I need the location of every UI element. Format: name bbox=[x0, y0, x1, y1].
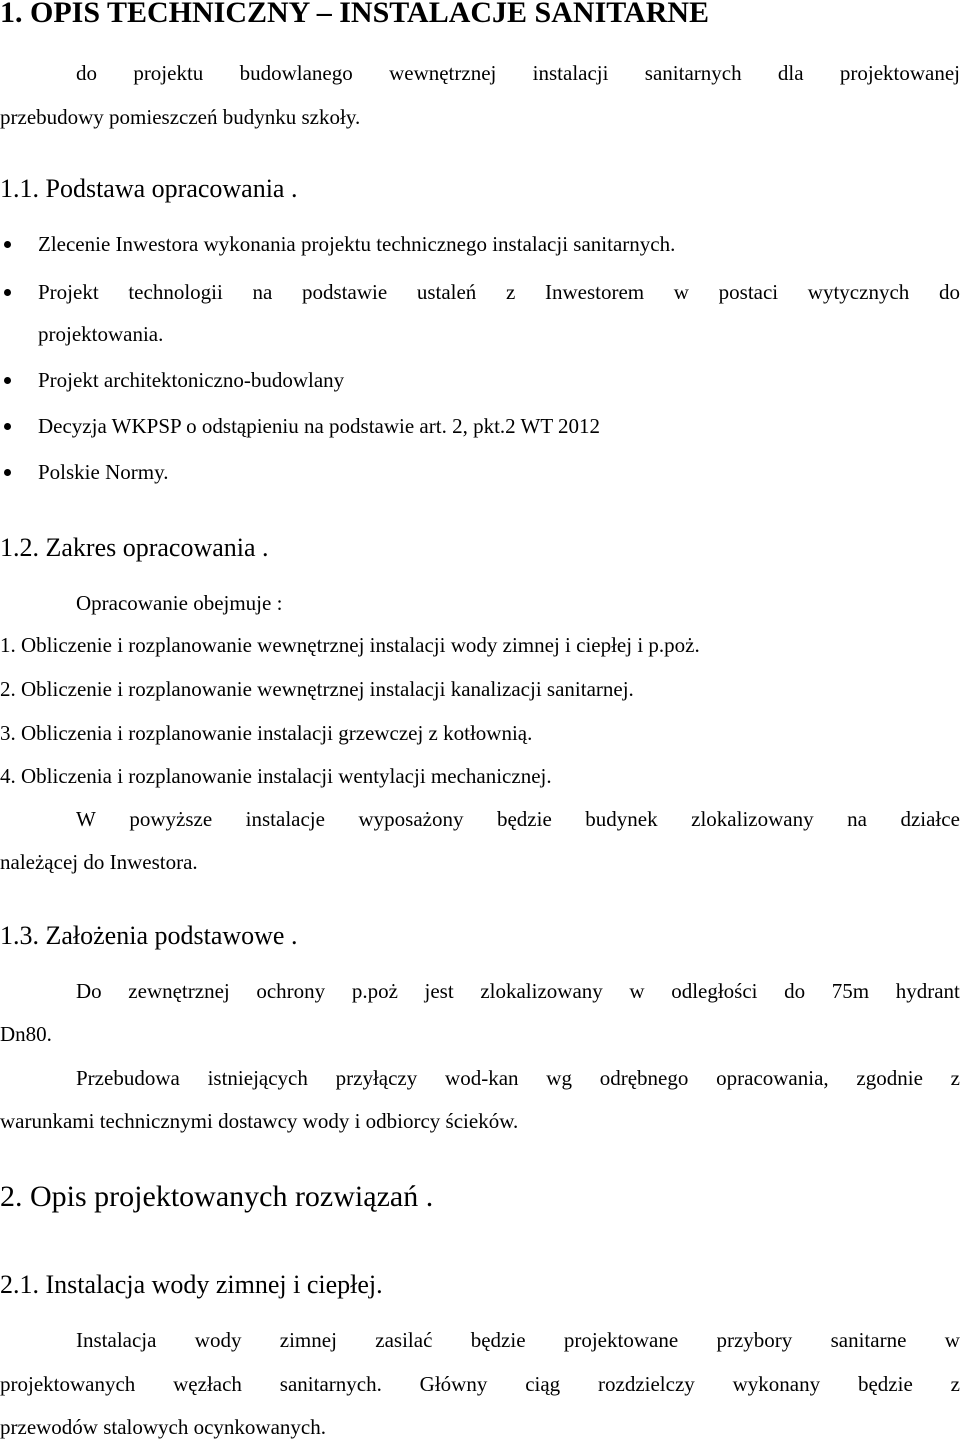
word: opracowania, bbox=[716, 1066, 829, 1090]
word: sanitarnych. bbox=[279, 1372, 382, 1396]
scope-item-4: 4. Obliczenia i rozplanowanie instalacji wentylacji mechanicznej. bbox=[0, 764, 552, 788]
section-2-1-heading: 2.1. Instalacja wody zimnej i ciepłej. bbox=[0, 1270, 383, 1299]
section-1-2-heading: 1.2. Zakres opracowania . bbox=[0, 533, 269, 562]
word: wod-kan bbox=[445, 1066, 519, 1090]
assumptions-p2-line-2: warunkami technicznymi dostawcy wody i odbiorcy ścieków. bbox=[0, 1109, 519, 1133]
word: zewnętrznej bbox=[128, 979, 230, 1003]
word: zlokalizowany bbox=[480, 979, 603, 1003]
word: ochrony bbox=[256, 979, 326, 1003]
word: wyposażony bbox=[358, 807, 464, 831]
word: z bbox=[950, 1066, 960, 1090]
word: na bbox=[252, 280, 273, 304]
bullet-dot bbox=[4, 377, 11, 384]
word: węzłach bbox=[173, 1372, 242, 1396]
intro-line-2: przebudowy pomieszczeń budynku szkoły. bbox=[0, 105, 361, 129]
word: technologii bbox=[128, 280, 223, 304]
word: W bbox=[76, 807, 96, 831]
bullet-dot bbox=[4, 469, 11, 476]
word: do bbox=[76, 61, 97, 85]
word: w bbox=[629, 979, 645, 1003]
word: powyższe bbox=[129, 807, 213, 831]
word: sanitarnych bbox=[644, 61, 742, 85]
bullet-dot bbox=[4, 423, 11, 430]
word: odległości bbox=[671, 979, 758, 1003]
basis-item-1: Zlecenie Inwestora wykonania projektu technicznego instalacji sanitarnych. bbox=[38, 232, 676, 256]
intro-line-1 bbox=[76, 60, 960, 86]
word: wody bbox=[194, 1328, 242, 1352]
word: postaci bbox=[718, 280, 779, 304]
water-paragraph-line-2 bbox=[0, 1371, 960, 1397]
word: w bbox=[673, 280, 689, 304]
section-1-3-heading: 1.3. Założenia podstawowe . bbox=[0, 921, 298, 950]
word: 75m bbox=[831, 979, 870, 1003]
word: budynek bbox=[585, 807, 658, 831]
word: przybory bbox=[716, 1328, 793, 1352]
word: projektowanych bbox=[0, 1372, 136, 1396]
scope-intro: Opracowanie obejmuje : bbox=[76, 591, 283, 615]
basis-item-3: Projekt architektoniczno-budowlany bbox=[38, 368, 345, 392]
assumptions-p1-line-1 bbox=[76, 978, 960, 1004]
word: działce bbox=[900, 807, 960, 831]
word: zlokalizowany bbox=[691, 807, 814, 831]
word: wewnętrznej bbox=[389, 61, 497, 85]
word: hydrant bbox=[895, 979, 960, 1003]
assumptions-p2-line-1 bbox=[76, 1065, 960, 1091]
word: projektowanej bbox=[839, 61, 960, 85]
assumptions-p1-line-2: Dn80. bbox=[0, 1022, 52, 1046]
word: zgodnie bbox=[856, 1066, 923, 1090]
basis-item-2-continued: projektowania. bbox=[38, 322, 164, 346]
basis-item-4: Decyzja WKPSP o odstąpieniu na podstawie art. 2, pkt.2 WT 2012 bbox=[38, 414, 601, 438]
word: będzie bbox=[470, 1328, 526, 1352]
word: wg bbox=[546, 1066, 572, 1090]
word: wytycznych bbox=[807, 280, 910, 304]
word: będzie bbox=[857, 1372, 913, 1396]
scope-item-1: 1. Obliczenie i rozplanowanie wewnętrznej instalacji wody zimnej i ciepłej i p.poż. bbox=[0, 633, 700, 657]
word: Inwestorem bbox=[544, 280, 645, 304]
basis-item-5: Polskie Normy. bbox=[38, 460, 169, 484]
word: p.poż bbox=[351, 979, 398, 1003]
scope-item-3: 3. Obliczenia i rozplanowanie instalacji grzewczej z kotłownią. bbox=[0, 721, 533, 745]
word: będzie bbox=[496, 807, 552, 831]
word: z bbox=[505, 280, 516, 304]
word: jest bbox=[424, 979, 454, 1003]
word: budowlanego bbox=[239, 61, 353, 85]
section-2-heading: 2. Opis projektowanych rozwiązań . bbox=[0, 1180, 434, 1213]
word: przyłączy bbox=[335, 1066, 418, 1090]
water-paragraph-line-1 bbox=[76, 1327, 960, 1353]
word: do bbox=[938, 280, 960, 304]
scope-paragraph-line-1 bbox=[76, 806, 960, 832]
word: w bbox=[944, 1328, 960, 1352]
word: wykonany bbox=[732, 1372, 821, 1396]
word: projektu bbox=[133, 61, 204, 85]
word: rozdzielczy bbox=[598, 1372, 695, 1396]
bullet-dot bbox=[4, 289, 11, 296]
word: istniejących bbox=[207, 1066, 308, 1090]
word: na bbox=[847, 807, 867, 831]
word: odrębnego bbox=[599, 1066, 689, 1090]
word: zimnej bbox=[279, 1328, 337, 1352]
word: sanitarne bbox=[830, 1328, 907, 1352]
scope-paragraph-line-2: należącej do Inwestora. bbox=[0, 850, 198, 874]
section-1-1-heading: 1.1. Podstawa opracowania . bbox=[0, 174, 298, 203]
word: Przebudowa bbox=[76, 1066, 180, 1090]
word: ciąg bbox=[525, 1372, 561, 1396]
word: instalacje bbox=[245, 807, 325, 831]
word: dla bbox=[777, 61, 804, 85]
scope-item-2: 2. Obliczenie i rozplanowanie wewnętrznej instalacji kanalizacji sanitarnej. bbox=[0, 677, 634, 701]
basis-item-2 bbox=[38, 279, 960, 305]
word: podstawie bbox=[302, 280, 388, 304]
word: z bbox=[950, 1372, 960, 1396]
bullet-dot bbox=[4, 241, 11, 248]
word: zasilać bbox=[375, 1328, 433, 1352]
word: Główny bbox=[419, 1372, 488, 1396]
word: Instalacja bbox=[76, 1328, 157, 1352]
word: do bbox=[784, 979, 806, 1003]
word: Projekt bbox=[38, 280, 99, 304]
word: Do bbox=[76, 979, 102, 1003]
document-title: 1. OPIS TECHNICZNY – INSTALACJE SANITARNE bbox=[0, 0, 710, 29]
word: instalacji bbox=[532, 61, 609, 85]
word: projektowane bbox=[563, 1328, 679, 1352]
water-paragraph-line-3: przewodów stalowych ocynkowanych. bbox=[0, 1415, 326, 1439]
word: ustaleń bbox=[416, 280, 477, 304]
